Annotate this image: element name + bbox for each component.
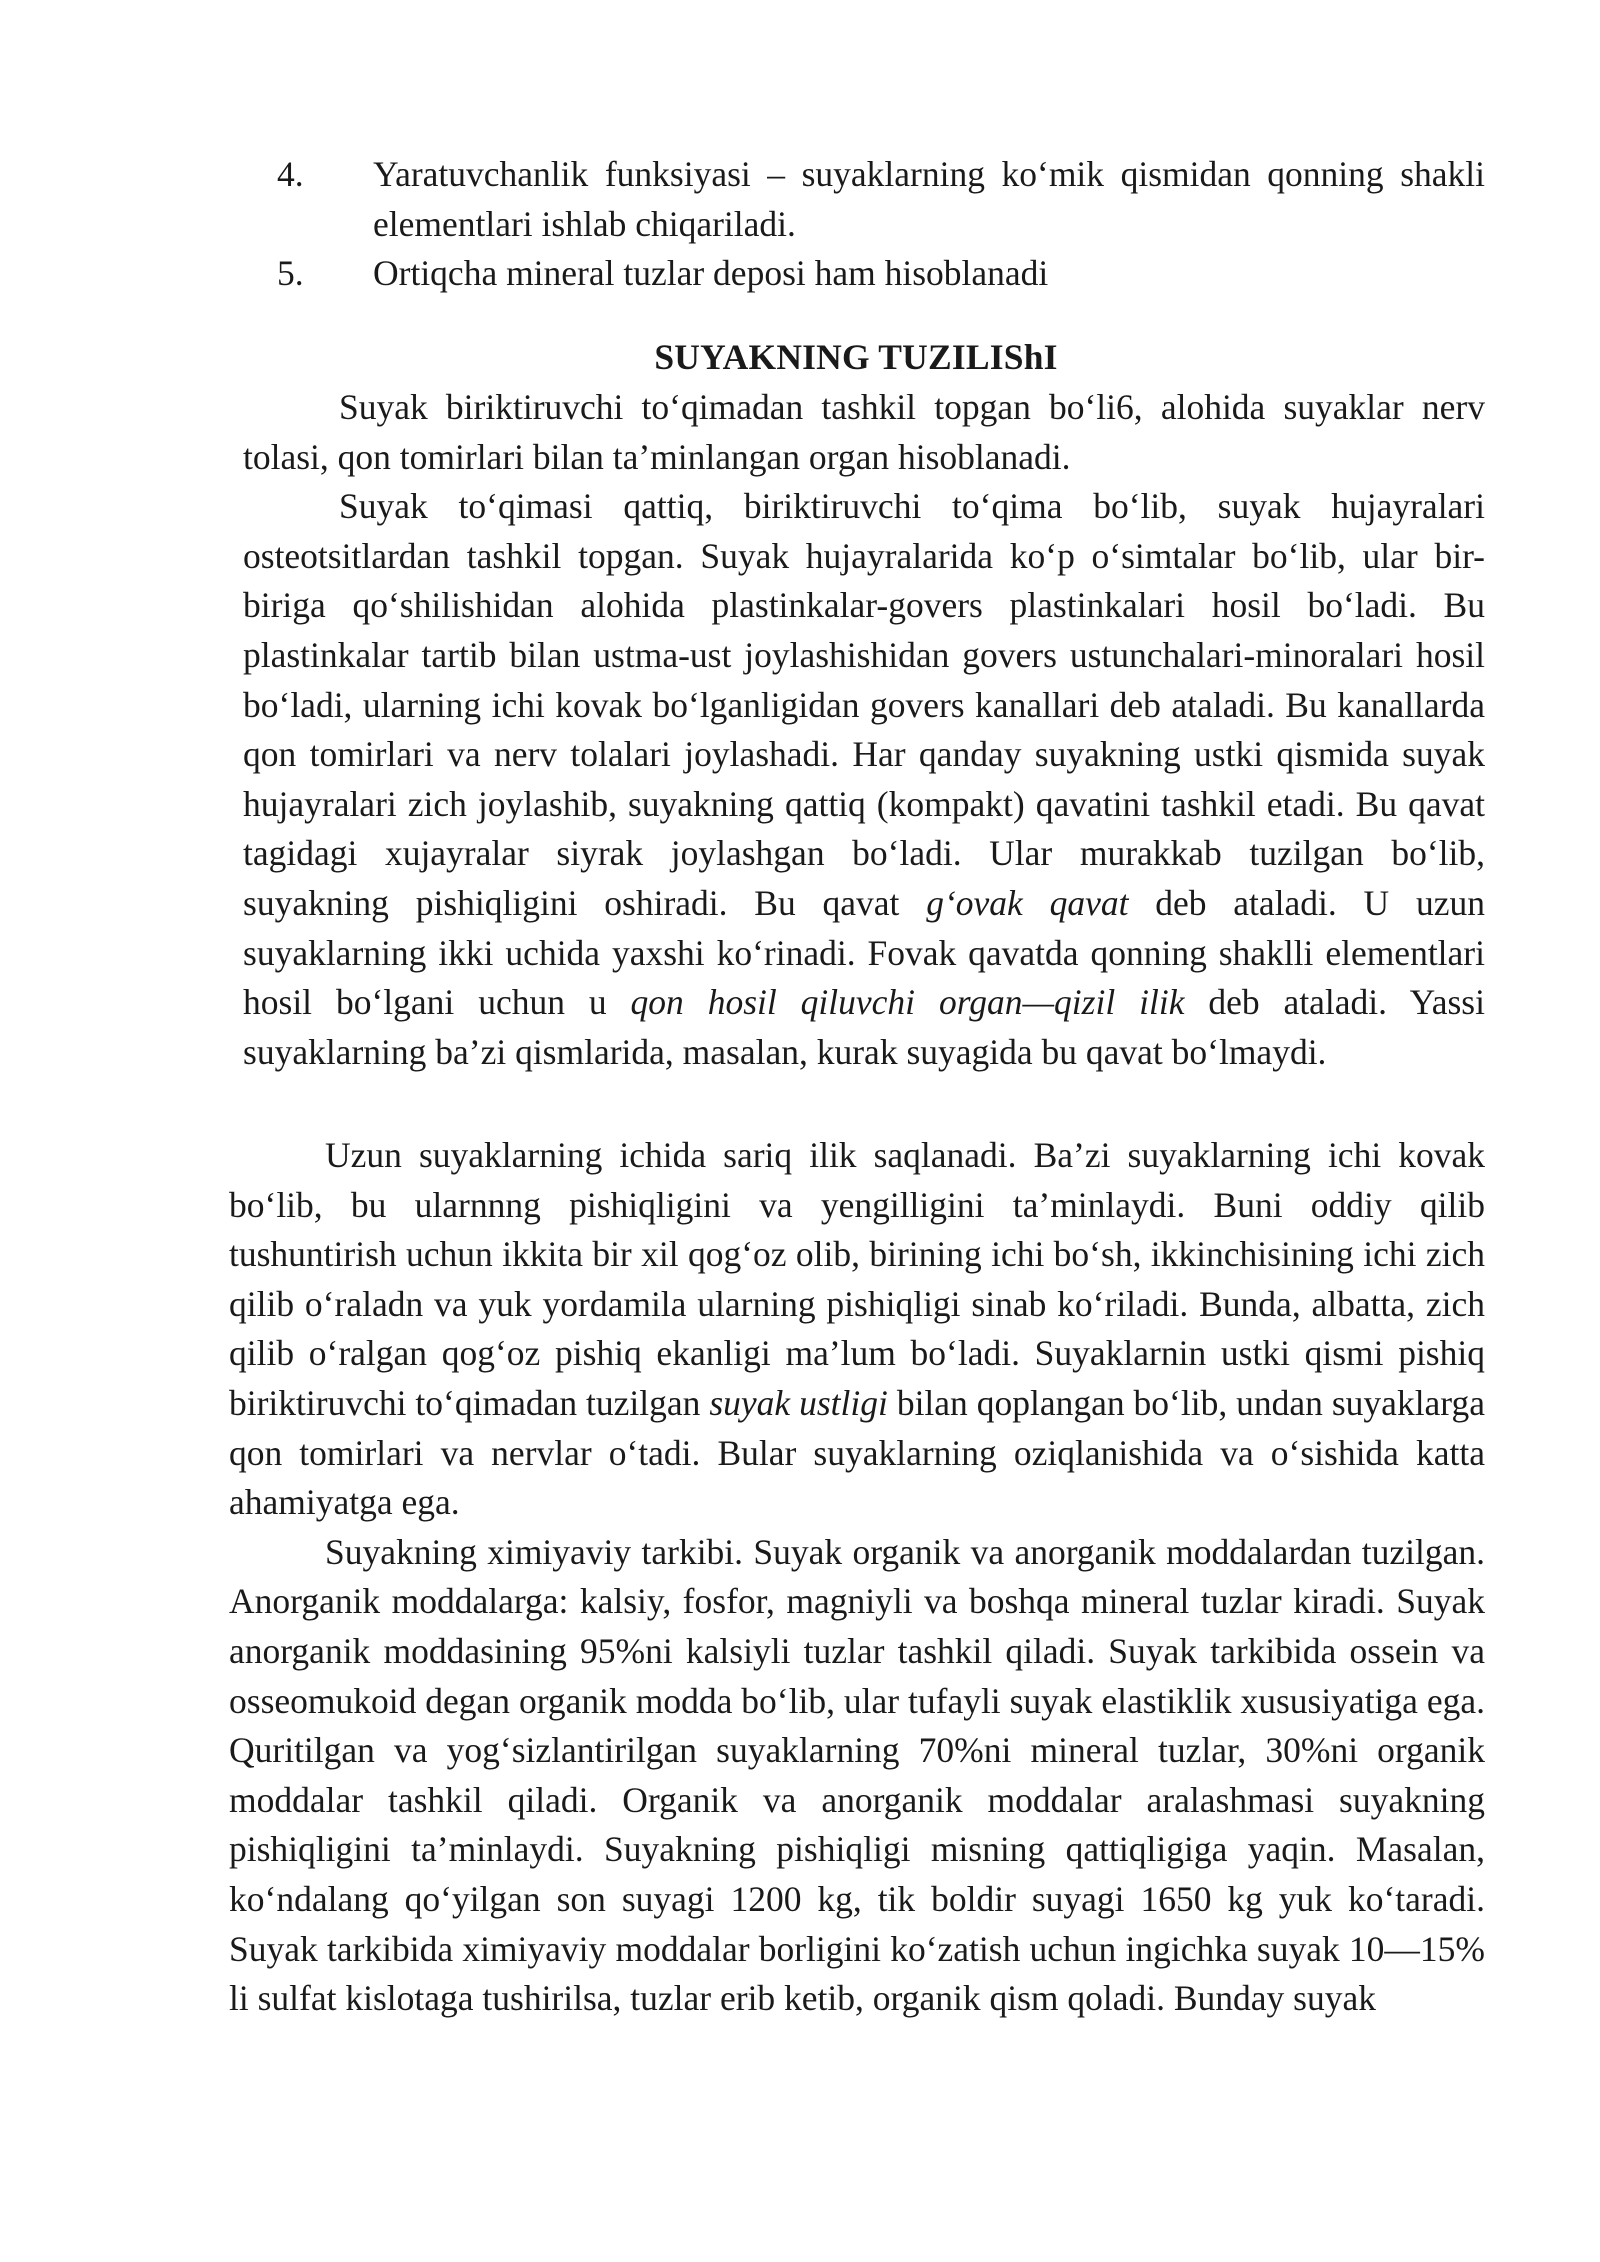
emphasis-term: qon hosil qiluvchi organ—qizil ilik xyxy=(630,982,1185,1023)
list-item-text: Yaratuvchanlik funksiyasi – suyaklarning koʻmik qismidan qonning shakli elementlari ishlab chiqariladi. xyxy=(373,154,1485,244)
paragraph-bone-tissue xyxy=(243,482,1485,1077)
paragraph-text: Suyak toʻqimasi qattiq, biriktiruvchi toʻqima boʻlib, suyak hujayralari osteotsitlardan tashkil topgan. Suyak hujayralarida koʻp oʻsimtalar boʻlib, ular bir-biriga qoʻshilishidan alohida plastinkalar-govers plastinkalari hosil boʻladi. Bu plastinkalar tartib bilan ustma-ust joylashishidan govers ustunchalari-minoralari hosil boʻladi, ularning ichi kovak boʻlganligidan govers kanallari deb ataladi. Bu kanallarda qon tomirlari va nerv tolalari joylashadi. Har qanday suyakning ustki qismida suyak hujayralari zich joylashib, suyakning qattiq (kompakt) qavatini tashkil etadi. Bu qavat tagidagi xujayralar siyrak joylashgan boʻladi. Ular murakkab tuzilgan boʻlib, suyakning pishiqligini oshiradi. Bu qavat xyxy=(243,486,1485,923)
section-heading: SUYAKNING TUZILIShI xyxy=(654,337,1058,377)
emphasis-term: gʻovak qavat xyxy=(926,882,1129,923)
text-block-lower xyxy=(229,1131,1485,2024)
paragraph-text: Suyakning ximiyaviy tarkibi. Suyak organik va anorganik moddalardan tuzilgan. Anorganik moddalarga: kalsiy, fosfor, magniyli va boshqa mineral tuzlar kiradi. Suyak anorganik moddasining 95%ni kalsiyli tuzlar tashkil qiladi. Suyak tarkibida ossein va osseomukoid degan organik modda boʻlib, ular tufayli suyak elastiklik xususiyatiga ega. Quritilgan va yogʻsizlantirilgan suyaklarning 70%ni mineral tuzlar, 30%ni organik moddalar tashkil qiladi. Organik va anorganik moddalar aralashmasi suyakning pishiqligini ta’minlaydi. Suyakning pishiqligi misning qattiqligiga yaqin. Masalan, koʻndalang qoʻyilgan son suyagi 1200 kg, tik boldir suyagi 1650 kg yuk koʻtaradi. Suyak tarkibida ximiyaviy moddalar borligini koʻzatish uchun ingichka suyak 10—15% li sulfat kislotaga tushirilsa, tuzlar erib ketib, organik qism qoladi. Bunday suyak xyxy=(229,1531,1485,2019)
list-item-text: Ortiqcha mineral tuzlar deposi ham hisoblanadi xyxy=(373,253,1049,293)
paragraph-chemical-composition xyxy=(229,1528,1485,2024)
paragraph-text: deb ataladi. U uzun suyaklarning ikki uchida yaxshi koʻrinadi. Fovak qavatda qonning shaklli elementlari hosil boʻlgani uchun u xyxy=(243,882,1485,1023)
paragraph-text: Suyak biriktiruvchi toʻqimadan tashkil topgan boʻli6, alohida suyaklar nerv tolasi, qon tomirlari bilan ta’minlangan organ hisoblanadi. xyxy=(243,387,1485,477)
list-item xyxy=(277,150,1485,249)
paragraph-text: deb ataladi. Yassi suyaklarning ba’zi qismlarida, masalan, kurak suyagida bu qavat boʻlmaydi. xyxy=(243,982,1485,1072)
paragraph-text: bilan qoplangan boʻlib, undan suyaklarga qon tomirlari va nervlar oʻtadi. Bular suyaklarning oziqlanishida va oʻsishida katta ahamiyatga ega. xyxy=(229,1382,1485,1523)
numbered-list xyxy=(277,150,1485,299)
text-block-upper xyxy=(243,383,1485,1077)
list-item-number: 4. xyxy=(277,154,304,194)
list-item-number: 5. xyxy=(277,253,304,293)
list-item xyxy=(277,249,1485,299)
emphasis-term: suyak ustligi xyxy=(709,1382,888,1423)
paragraph-intro xyxy=(243,383,1485,482)
paragraph-long-bones xyxy=(229,1131,1485,1528)
paragraph-text: Uzun suyaklarning ichida sariq ilik saqlanadi. Ba’zi suyaklarning ichi kovak boʻlib, bu ularnnng pishiqligini va yengilligini ta’minlaydi. Buni oddiy qilib tushuntirish uchun ikkita bir xil qogʻoz olib, birining ichi boʻsh, ikkinchisining ichi zich qilib oʻraladn va yuk yordamila ularning pishiqligi sinab koʻriladi. Bunda, albatta, zich qilib oʻralgan qogʻoz pishiq ekanligi ma’lum boʻladi. Suyaklarnin ustki qismi pishiq biriktiruvchi toʻqimadan tuzilgan xyxy=(229,1135,1485,1423)
